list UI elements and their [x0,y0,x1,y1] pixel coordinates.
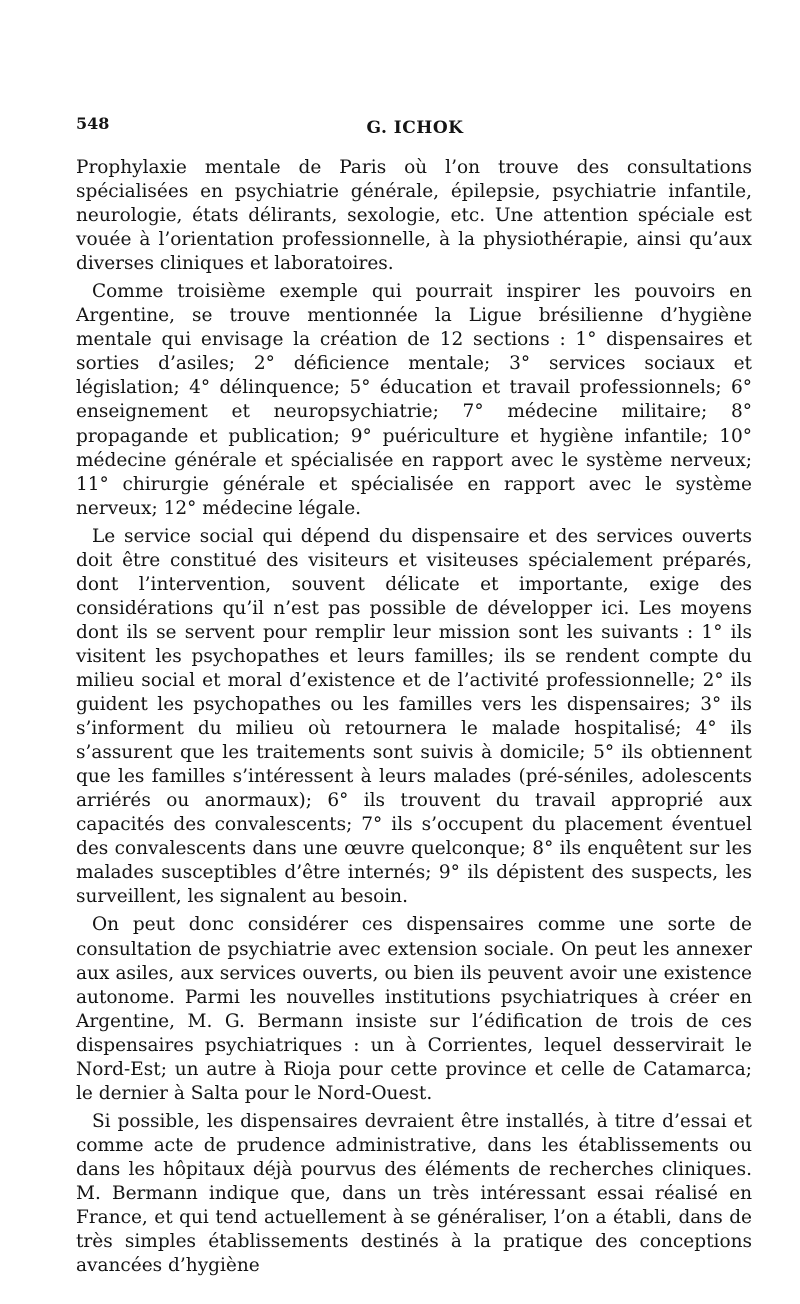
paragraph-dispensaries: On peut donc considérer ces dispensaires comme une sorte de consultation de psychiatrie avec extension sociale. On peut les annexer aux asiles, aux services ouverts, ou bien ils peuvent avoir une existence autonome. Parmi les nouvelles institutions psychiatriques à créer en Argentine, M. G. Bermann insiste sur l’édification de trois de ces dispensaires psychiatriques : un à Corrientes, lequel desservirait le Nord-Est; un autre à Rioja pour cette province et celle de Catamarca; le dernier à Salta pour le Nord-Ouest. [76,914,752,1104]
running-head [76,114,754,142]
running-title: G. ICHOK [366,118,464,138]
paragraph-continued: Prophylaxie mentale de Paris où l’on trouve des consultations spécialisées en psychiatrie générale, épilepsie, psychiatrie infantile, neurologie, états délirants, sexologie, etc. Une attention spéciale est vouée à l’orientation professionnelle, à la physiothérapie, ainsi qu’aux diverses cliniques et laboratoires. [76,157,752,275]
paragraph-brazilian-league: Comme troisième exemple qui pourrait inspirer les pouvoirs en Argentine, se trouve mentionnée la Ligue brésilienne d’hygiène mentale qui envisage la création de 12 sections : 1° dispensaires et sorties d’asiles; 2° déficience mentale; 3° services sociaux et législation; 4° délinquence; 5° éducation et travail professionnels; 6° enseignement et neuropsychiatrie; 7° médecine militaire; 8° propagande et publication; 9° puériculture et hygiène infantile; 10° médecine générale et spécialisée en rapport avec le système nerveux; 11° chirurgie générale et spécialisée en rapport avec le système nerveux; 12° médecine légale. [76,281,752,519]
page-number: 548 [76,114,110,133]
paragraph-installation: Si possible, les dispensaires devraient être installés, à titre d’essai et comme acte de prudence administrative, dans les établissements ou dans les hôpitaux déjà pourvus des éléments de recherches cliniques. M. Bermann indique que, dans un très intéressant essai réalisé en France, et qui tend actuellement à se généraliser, l’on a établi, dans de très simples établissements destinés à la pratique des conceptions avancées d’hygiène [76,1110,752,1277]
body-text [76,156,752,1278]
paragraph-social-service: Le service social qui dépend du dispensaire et des services ouverts doit être constitué des visiteurs et visiteuses spécialement préparés, dont l’intervention, souvent délicate et importante, exige des considérations qu’il n’est pas possible de développer ici. Les moyens dont ils se servent pour remplir leur mission sont les suivants : 1° ils visitent les psychopathes et leurs familles; ils se rendent compte du milieu social et moral d’existence et de l’activité professionnelle; 2° ils guident les psychopathes ou les familles vers les dispensaires; 3° ils s’informent du milieu où retournera le malade hospitalisé; 4° ils s’assurent que les traitements sont suivis à domicile; 5° ils obtiennent que les familles s’intéressent à leurs malades (pré-séniles, adolescents arriérés ou anormaux); 6° ils trouvent du travail approprié aux capacités des convalescents; 7° ils s’occupent du placement éventuel des convalescents dans une œuvre quelconque; 8° ils enquêtent sur les malades susceptibles d’être internés; 9° ils dépistent des suspects, les surveillent, les signalent au besoin. [76,525,752,908]
